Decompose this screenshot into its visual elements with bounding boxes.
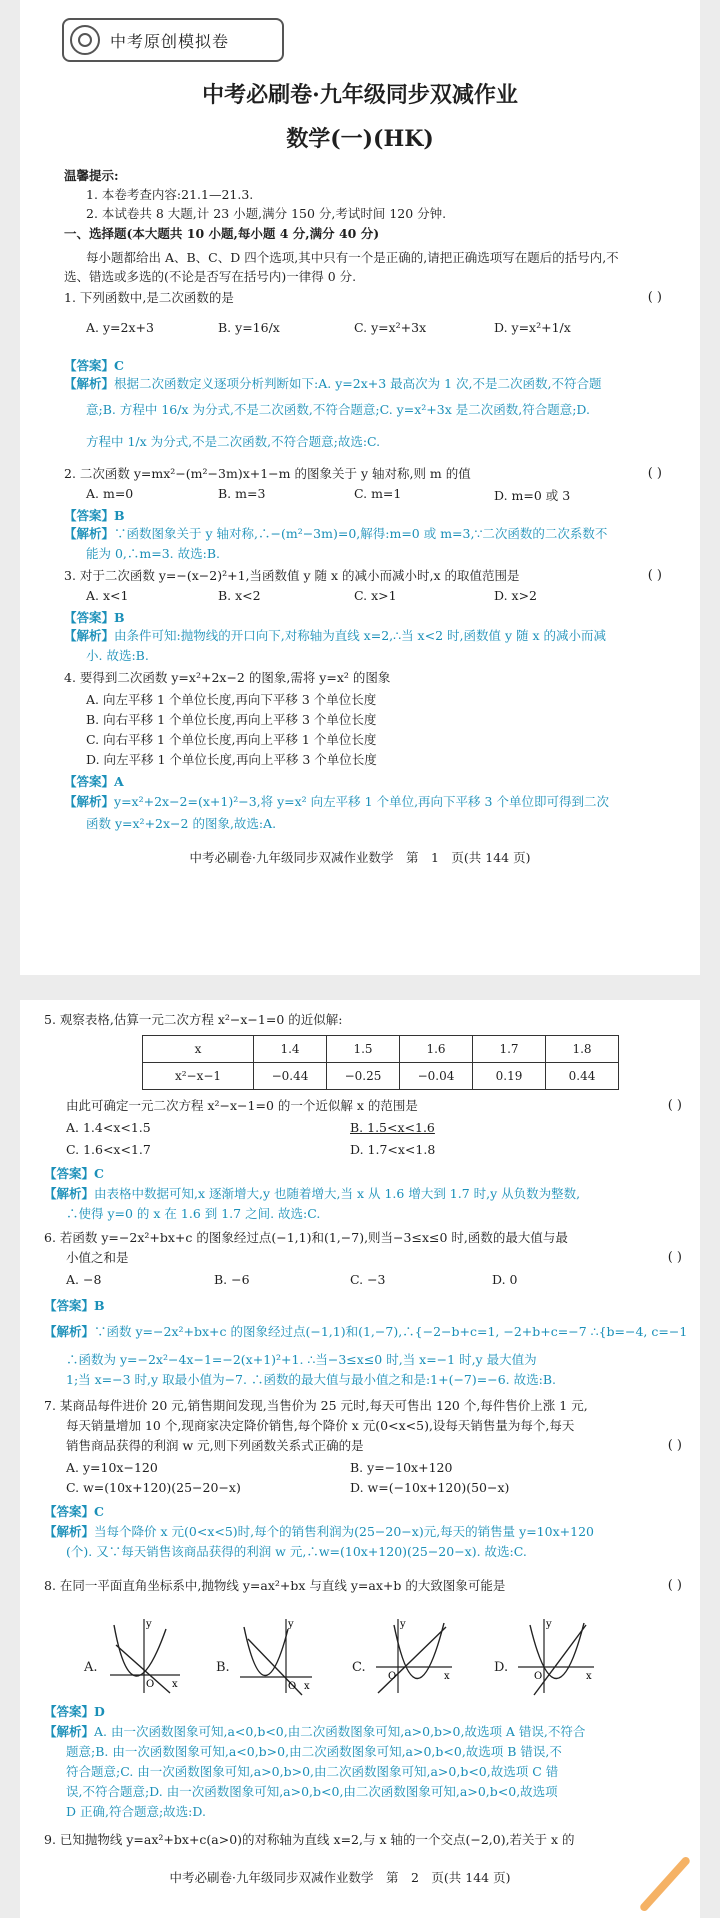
analysis-line: 由条件可知:抛物线的开口向下,对称轴为直线 x=2,∴当 x<2 时,函数值 y 随 x 的减小而减 (114, 628, 606, 643)
analysis-line: (个). 又∵每天销售该商品获得的利润 w 元,∴w=(10x+120)(25−20−x). 故选:C. (66, 1544, 527, 1559)
y-label: y (288, 1619, 294, 1630)
origin-label: O (534, 1671, 543, 1682)
analysis-line: 根据二次函数定义逐项分析判断如下:A. y=2x+3 最高次为 1 次,不是二次函数,不符合题 (114, 376, 602, 391)
option-c: C. 1.6<x<1.7 (66, 1142, 151, 1157)
answer-label: 【答案】 (64, 358, 115, 373)
y-label: y (400, 1619, 406, 1630)
seal-icon (70, 25, 100, 55)
table-cell: −0.04 (400, 1063, 473, 1090)
y-label: y (146, 1619, 152, 1630)
analysis-line: 小. 故选:B. (86, 648, 149, 663)
line (534, 1625, 586, 1695)
origin-label: O (288, 1681, 297, 1692)
answer-label: 【答案】 (64, 774, 115, 789)
analysis-line: ∵函数 y=−2x²+bx+c 的图象经过点(−1,1)和(1,−7),∴{−2−b+c=1, −2+b+c=−7 ∴{b=−4, c=−1 (94, 1324, 688, 1339)
option-d: D. 向左平移 1 个单位长度,再向上平移 3 个单位长度 (86, 752, 377, 767)
analysis-line: 函数 y=x²+2x−2 的图象,故选:A. (86, 816, 277, 831)
answer-value: A (114, 774, 124, 789)
tip-line: 1. 本卷考查内容:21.1—21.3. (86, 187, 254, 202)
option-b: B. y=16/x (218, 320, 280, 335)
option-a: A. 1.4<x<1.5 (66, 1120, 151, 1135)
question-stem: 销售商品获得的利润 w 元,则下列函数关系式正确的是 (66, 1438, 364, 1453)
analysis-label: 【解析】 (64, 526, 115, 541)
table-cell: −0.44 (254, 1063, 327, 1090)
table-cell: 1.4 (254, 1036, 327, 1063)
graph-d (514, 1615, 598, 1697)
answer-value: C (114, 358, 124, 373)
analysis-line: y=x²+2x−2=(x+1)²−3,将 y=x² 向左平移 1 个单位,再向下平移 3 个单位即可得到二次 (114, 794, 609, 809)
answer-label: 【答案】 (64, 508, 115, 523)
question-stem: 2. 二次函数 y=mx²−(m²−3m)x+1−m 的图象关于 y 轴对称,则 m 的值 (64, 466, 471, 481)
option-b: B. x<2 (218, 588, 261, 603)
table-cell: −0.25 (327, 1063, 400, 1090)
option-b: B. 向右平移 1 个单位长度,再向上平移 3 个单位长度 (86, 712, 377, 727)
x-label: x (172, 1679, 178, 1690)
answer-value: C (94, 1166, 104, 1181)
option-b: B. −6 (214, 1272, 250, 1287)
analysis-label: 【解析】 (64, 794, 115, 809)
question-stem: 4. 要得到二次函数 y=x²+2x−2 的图象,需将 y=x² 的图象 (64, 670, 391, 685)
x-label: x (444, 1671, 450, 1682)
graph-label-b: B. (216, 1660, 230, 1675)
analysis-label: 【解析】 (64, 376, 115, 391)
question-stem: 9. 已知抛物线 y=ax²+bx+c(a>0)的对称轴为直线 x=2,与 x 轴的一个交点(−2,0),若关于 x 的 (44, 1832, 575, 1847)
option-a: A. −8 (66, 1272, 102, 1287)
option-b: B. m=3 (218, 486, 266, 501)
question-stem: 小值之和是 (66, 1250, 129, 1265)
instruction-line: 选、错选或多选的(不论是否写在括号内)一律得 0 分. (64, 269, 357, 284)
answer-bracket: ( ) (647, 466, 662, 481)
analysis-line: ∴使得 y=0 的 x 在 1.6 到 1.7 之间. 故选:C. (66, 1206, 321, 1221)
x-label: x (586, 1671, 592, 1682)
answer-label: 【答案】 (44, 1704, 95, 1719)
analysis-line: 题意;B. 由一次函数图象可知,a<0,b>0,由二次函数图象可知,a>0,b<0,故选项 B 错误,不 (66, 1744, 562, 1759)
question-stem: 7. 某商品每件进价 20 元,销售期间发现,当售价为 25 元时,每天可售出 120 个,每件售价上涨 1 元, (44, 1398, 588, 1413)
analysis-line: 由表格中数据可知,x 逐渐增大,y 也随着增大,当 x 从 1.6 增大到 1.7 时,y 从负数为整数, (94, 1186, 581, 1201)
analysis-line: ∵函数图象关于 y 轴对称,∴−(m²−3m)=0,解得:m=0 或 m=3,∵二次函数的二次系数不 (114, 526, 608, 541)
answer-label: 【答案】 (64, 610, 115, 625)
option-a: A. m=0 (86, 486, 134, 501)
option-d: D. w=(−10x+120)(50−x) (350, 1480, 510, 1495)
instruction-line: 每小题都给出 A、B、C、D 四个选项,其中只有一个是正确的,请把正确选项写在题后的括号内,不 (86, 250, 619, 265)
value-table (142, 1035, 619, 1090)
graph-label-c: C. (352, 1660, 366, 1675)
parabola (244, 1627, 288, 1676)
option-c: C. y=x²+3x (354, 320, 427, 335)
analysis-label: 【解析】 (44, 1724, 95, 1739)
answer-bracket: ( ) (647, 568, 662, 583)
badge-text: 中考原创模拟卷 (110, 31, 230, 51)
answer-bracket: ( ) (667, 1098, 682, 1113)
analysis-label: 【解析】 (44, 1324, 95, 1339)
analysis-line: ∴函数为 y=−2x²−4x−1=−2(x+1)²+1. ∴当−3≤x≤0 时,当 x=−1 时,y 最大值为 (66, 1352, 537, 1367)
analysis-line: 误,不符合题意;D. 由一次函数图象可知,a>0,b<0,由二次函数图象可知,a>0,b<0,故选项 (66, 1784, 558, 1799)
answer-value: C (94, 1504, 104, 1519)
tip-line: 2. 本试卷共 8 大题,计 23 小题,满分 150 分,考试时间 120 分钟. (86, 206, 447, 221)
option-d: D. 1.7<x<1.8 (350, 1142, 436, 1157)
answer-label: 【答案】 (44, 1504, 95, 1519)
option-b: B. y=−10x+120 (350, 1460, 453, 1475)
answer-value: B (94, 1298, 105, 1313)
option-c: C. m=1 (354, 486, 402, 501)
page-2 (20, 1000, 700, 1918)
origin-label: O (388, 1671, 397, 1682)
option-a: A. 向左平移 1 个单位长度,再向下平移 3 个单位长度 (86, 692, 377, 707)
option-d: D. 0 (492, 1272, 518, 1287)
table-cell: 0.19 (473, 1063, 546, 1090)
table-cell: 1.7 (473, 1036, 546, 1063)
line (116, 1645, 170, 1693)
x-label: x (304, 1681, 310, 1692)
option-a: A. y=10x−120 (66, 1460, 158, 1475)
analysis-line: A. 由一次函数图象可知,a<0,b<0,由二次函数图象可知,a>0,b>0,故选项 A 错误,不符合 (94, 1724, 586, 1739)
analysis-line: 1;当 x=−3 时,y 取最小值为−7. ∴函数的最大值与最小值之和是:1+(−7)=−6. 故选:B. (66, 1372, 556, 1387)
table-cell: 0.44 (546, 1063, 619, 1090)
table-cell: x²−x−1 (143, 1063, 254, 1090)
graph-label-a: A. (84, 1660, 98, 1675)
table-cell: x (143, 1036, 254, 1063)
analysis-label: 【解析】 (44, 1186, 95, 1201)
answer-label: 【答案】 (44, 1298, 95, 1313)
question-stem: 3. 对于二次函数 y=−(x−2)²+1,当函数值 y 随 x 的减小而减小时,x 的取值范围是 (64, 568, 520, 583)
page-1 (20, 0, 700, 975)
question-stem: 8. 在同一平面直角坐标系中,抛物线 y=ax²+bx 与直线 y=ax+b 的大致图象可能是 (44, 1578, 506, 1593)
graph-c (372, 1615, 456, 1697)
graph-b (236, 1615, 316, 1697)
analysis-line: 方程中 1/x 为分式,不是二次函数,不符合题意;故选:C. (86, 434, 381, 449)
tips-heading: 温馨提示: (64, 168, 119, 183)
answer-bracket: ( ) (667, 1250, 682, 1265)
exam-badge (62, 18, 284, 62)
question-stem: 5. 观察表格,估算一元二次方程 x²−x−1=0 的近似解: (44, 1012, 343, 1027)
answer-bracket: ( ) (667, 1438, 682, 1453)
origin-label: O (146, 1679, 155, 1690)
answer-bracket: ( ) (667, 1578, 682, 1593)
answer-value: D (94, 1704, 105, 1719)
page-footer: 中考必刷卷·九年级同步双减作业数学 第 2 页(共 144 页) (169, 1870, 511, 1885)
question-stem: 1. 下列函数中,是二次函数的是 (64, 290, 234, 305)
answer-value: B (114, 508, 125, 523)
analysis-line: 能为 0,∴m=3. 故选:B. (86, 546, 220, 561)
page-subtitle: 数学(一)(HK) (286, 126, 434, 152)
analysis-label: 【解析】 (44, 1524, 95, 1539)
graph-a (104, 1615, 184, 1697)
table-cell: 1.5 (327, 1036, 400, 1063)
option-c: C. x>1 (354, 588, 397, 603)
page-footer: 中考必刷卷·九年级同步双减作业数学 第 1 页(共 144 页) (189, 850, 531, 865)
analysis-line: 符合题意;C. 由一次函数图象可知,a>0,b>0,由二次函数图象可知,a>0,b<0,故选项 C 错 (66, 1764, 559, 1779)
option-c: C. 向右平移 1 个单位长度,再向上平移 1 个单位长度 (86, 732, 377, 747)
option-d: D. y=x²+1/x (494, 320, 571, 335)
option-c: C. −3 (350, 1272, 386, 1287)
option-d: D. x>2 (494, 588, 537, 603)
option-a: A. y=2x+3 (86, 320, 154, 335)
question-stem: 6. 若函数 y=−2x²+bx+c 的图象经过点(−1,1)和(1,−7),则当−3≤x≤0 时,函数的最大值与最 (44, 1230, 568, 1245)
y-label: y (546, 1619, 552, 1630)
question-stem: 每天销量增加 10 个,现商家决定降价销售,每个降价 x 元(0<x<5),设每天销售量为每个,每天 (66, 1418, 575, 1433)
line (378, 1627, 446, 1693)
section-heading: 一、选择题(本大题共 10 小题,每小题 4 分,满分 40 分) (64, 226, 380, 241)
option-b: B. 1.5<x<1.6 (350, 1120, 435, 1135)
option-a: A. x<1 (86, 588, 129, 603)
answer-label: 【答案】 (44, 1166, 95, 1181)
option-c: C. w=(10x+120)(25−20−x) (66, 1480, 241, 1495)
graph-label-d: D. (494, 1660, 509, 1675)
analysis-label: 【解析】 (64, 628, 115, 643)
question-stem: 由此可确定一元二次方程 x²−x−1=0 的一个近似解 x 的范围是 (66, 1098, 418, 1113)
page-title: 中考必刷卷·九年级同步双减作业 (202, 82, 518, 108)
analysis-line: 意;B. 方程中 16/x 为分式,不是二次函数,不符合题意;C. y=x²+3x 是二次函数,符合题意;D. (86, 402, 590, 417)
table-cell: 1.6 (400, 1036, 473, 1063)
option-d: D. m=0 或 3 (494, 488, 571, 503)
answer-value: B (114, 610, 125, 625)
table-cell: 1.8 (546, 1036, 619, 1063)
analysis-line: D 正确,符合题意;故选:D. (66, 1804, 206, 1819)
analysis-line: 当每个降价 x 元(0<x<5)时,每个的销售利润为(25−20−x)元,每天的销售量 y=10x+120 (94, 1524, 594, 1539)
answer-bracket: ( ) (647, 290, 662, 305)
